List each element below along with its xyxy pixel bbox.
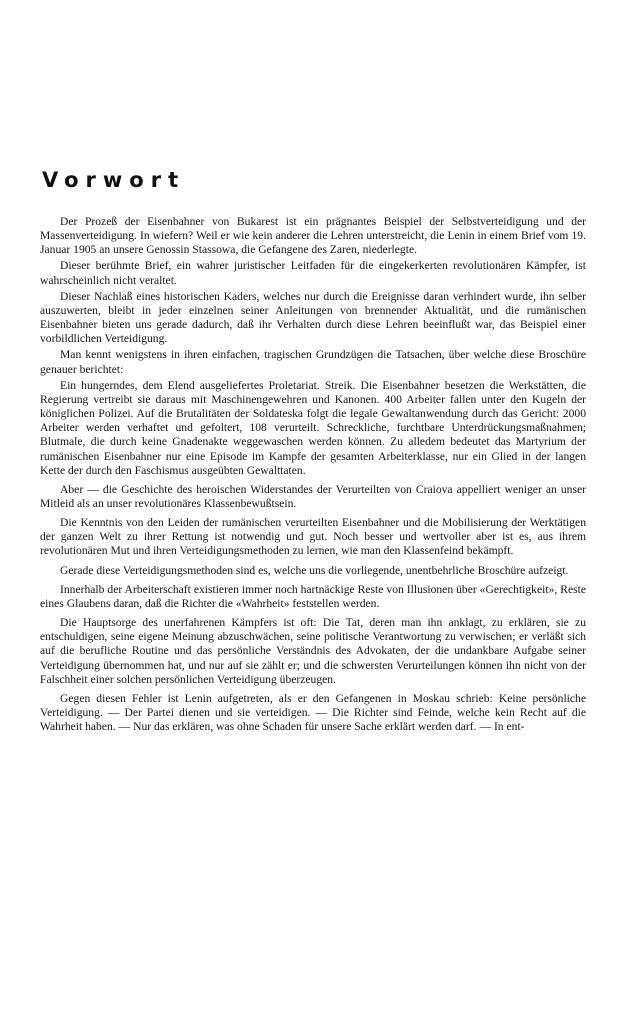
paragraph-4: Man kennt wenigstens in ihren einfachen, tragischen Grundzügen die Tatsachen, über welche diese Broschüre genauer berichtet: bbox=[40, 348, 586, 376]
paragraph-1: Der Prozeß der Eisenbahner von Bukarest ist ein prägnantes Beispiel der Selbstverteidigung und der Massenverteidigung. In wiefern? Weil er wie kein anderer die Lehren unterstreicht, die Lenin in einem Brief vom 19. Januar 1905 an unsere Genossin Stassowa, die Gefangene des Zaren, niederlegte. bbox=[40, 215, 586, 257]
paragraph-3: Dieser Nachlaß eines historischen Kaders, welches nur durch die Ereignisse daran verhindert wurde, ihn selber auszuwerten, bleibt in jeder einzelnen seiner Anleitungen von brennender Aktualität, und die rumänischen Eisenbahner bieten uns gerade dadurch, daß ihr Verhalten durch diese Lehren beeinflußt war, das Beispiel einer vorbildlichen Verteidigung. bbox=[40, 289, 586, 346]
paragraph-11: Gegen diesen Fehler ist Lenin aufgetreten, als er den Gefangenen in Moskau schrieb: Keine persönliche Verteidigung. — Der Partei dienen und sie verteidigen. — Die Richter sind Feinde, welche kein Recht auf die Wahrheit haben. — Nur das erklären, was ohne Schaden für unsere Sache erklärt werden darf. — In ent- bbox=[40, 691, 586, 734]
paragraph-7: Die Kenntnis von den Leiden der rumänischen verurteilten Eisenbahner und die Mobilisierung der Werktätigen der ganzen Welt zu ihrer Rettung ist notwendig und gut. Noch besser und wertvoller aber ist es, aus ihrem revolutionären Mut und ihren Verteidigungsmethoden zu lernen, wie man den Klassenfeind bekämpft. bbox=[40, 516, 586, 558]
paragraph-5: Ein hungerndes, dem Elend ausgeliefertes Proletariat. Streik. Die Eisenbahner besetzen die Werkstätten, die Regierung vertreibt sie daraus mit Maschinengewehren und Kanonen. 400 Arbeiter fallen unter den Kugeln der königlichen Polizei. Auf die Brutalitäten der Soldateska folgt die legale Gewaltanwendung durch das Gericht: 2000 Arbeiter werden verhaftet und gefoltert, 108 verurteilt. Schreckliche, furchtbare Unterdrückungsmaßnahmen; Blutmale, die durch keine Gnadenakte weggewaschen werden können. Zu alledem bedeutet das Martyrium der rumänischen Eisenbahner nur eine Episode im Kampfe der gesamten Arbeiterklasse, nur ein Glied in der langen Kette der durch den Faschismus ausgeübten Gewalttaten. bbox=[40, 378, 586, 477]
paragraph-8: Gerade diese Verteidigungsmethoden sind es, welche uns die vorliegende, unentbehrliche Broschüre aufzeigt. bbox=[60, 563, 569, 577]
body-text bbox=[40, 215, 586, 736]
paragraph-2: Dieser berühmte Brief, ein wahrer juristischer Leitfaden für die eingekerkerten revolutionären Kämpfer, ist wahrscheinlich nicht veraltet. bbox=[40, 259, 586, 287]
chapter-heading: Vorwort bbox=[42, 168, 186, 192]
paragraph-9: Innerhalb der Arbeiterschaft existieren immer noch hartnäckige Reste von Illusionen über «Gerechtigkeit», Reste eines Glaubens daran, daß die Richter die «Wahrheit» feststellen werden. bbox=[40, 582, 586, 610]
paragraph-6: Aber — die Geschichte des heroischen Widerstandes der Verurteilten von Craiova appelliert weniger an unser Mitleid als an unser revolutionäres Klassenbewußtsein. bbox=[40, 482, 586, 510]
paragraph-10: Die Hauptsorge des unerfahrenen Kämpfers ist oft: Die Tat, deren man ihn anklagt, zu erklären, sie zu entschuldigen, seine eigene Meinung abzuschwächen, seine politische Verantwortung zu verwischen; er verläßt sich auf die berufliche Routine und das persönliche Verständnis des Advokaten, der die undankbare Aufgabe seiner Verteidigung übernommen hat, und nur auf sie zählt er; und die schwersten Verurteilungen können ihn nicht von der Falschheit einer solchen persönlichen Verteidigung überzeugen. bbox=[40, 616, 586, 686]
